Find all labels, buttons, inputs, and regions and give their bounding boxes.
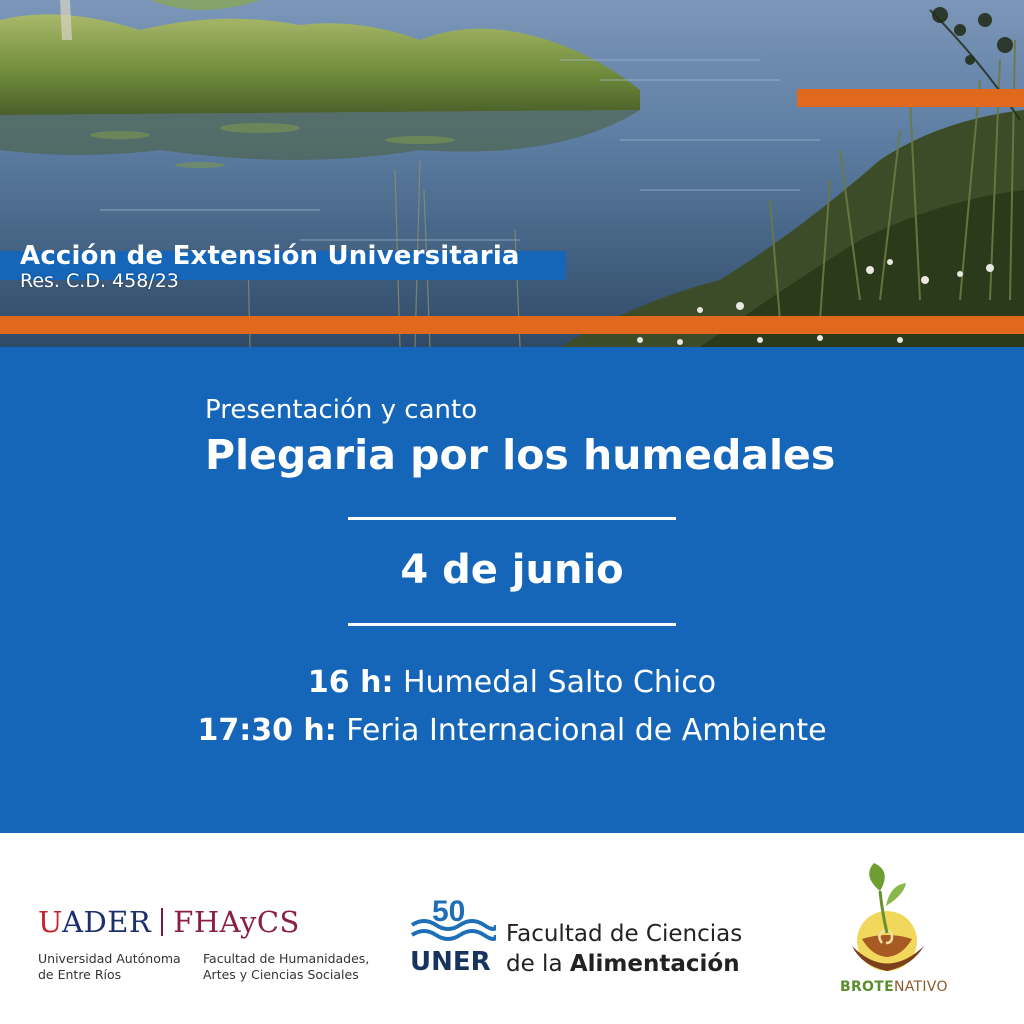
brotenativo-logo <box>832 861 948 1011</box>
uader-caption: Universidad Autónoma de Entre Ríos <box>38 951 181 982</box>
anniversary-number: 50 <box>432 895 466 928</box>
logo-separator <box>161 908 163 936</box>
uner-wordmark: UNER <box>410 947 491 977</box>
uader-fhaycs-logo <box>38 905 370 982</box>
event-title: Plegaria por los humedales <box>205 431 836 479</box>
sponsor-footer <box>0 833 1024 1024</box>
schedule-time: 17:30 h: <box>197 713 337 748</box>
event-panel <box>0 347 1024 833</box>
schedule-item <box>0 665 1024 700</box>
divider-line <box>348 517 676 520</box>
schedule-place: Humedal Salto Chico <box>402 665 717 700</box>
fhaycs-caption: Facultad de Humanidades, Artes y Ciencias Sociales <box>203 951 370 982</box>
uader-u-letter: U <box>38 905 63 939</box>
fhaycs-wordmark: FHAyCS <box>173 905 300 939</box>
uner-wave-icon <box>410 895 496 947</box>
resolution-number: Res. C.D. 458/23 <box>20 270 179 292</box>
schedule-time: 16 h: <box>307 665 394 700</box>
wetland-photo <box>0 0 1024 347</box>
sprout-icon <box>832 861 942 976</box>
orange-accent-stripe <box>797 89 1024 107</box>
schedule-item <box>0 713 1024 748</box>
uner-faculty-line1: Facultad de Ciencias <box>506 921 743 947</box>
divider-line <box>348 623 676 626</box>
wetland-illustration <box>0 0 1024 347</box>
orange-divider-stripe <box>0 316 1024 334</box>
schedule-place: Feria Internacional de Ambiente <box>346 713 827 748</box>
event-date: 4 de junio <box>400 547 624 593</box>
event-kicker: Presentación y canto <box>205 395 478 425</box>
badge-title: Acción de Extensión Universitaria <box>20 241 520 271</box>
brotenativo-wordmark: BROTENATIVO <box>840 979 948 995</box>
uner-faculty-line2: de la Alimentación <box>506 951 740 977</box>
uader-wordmark: ADER <box>62 905 152 939</box>
